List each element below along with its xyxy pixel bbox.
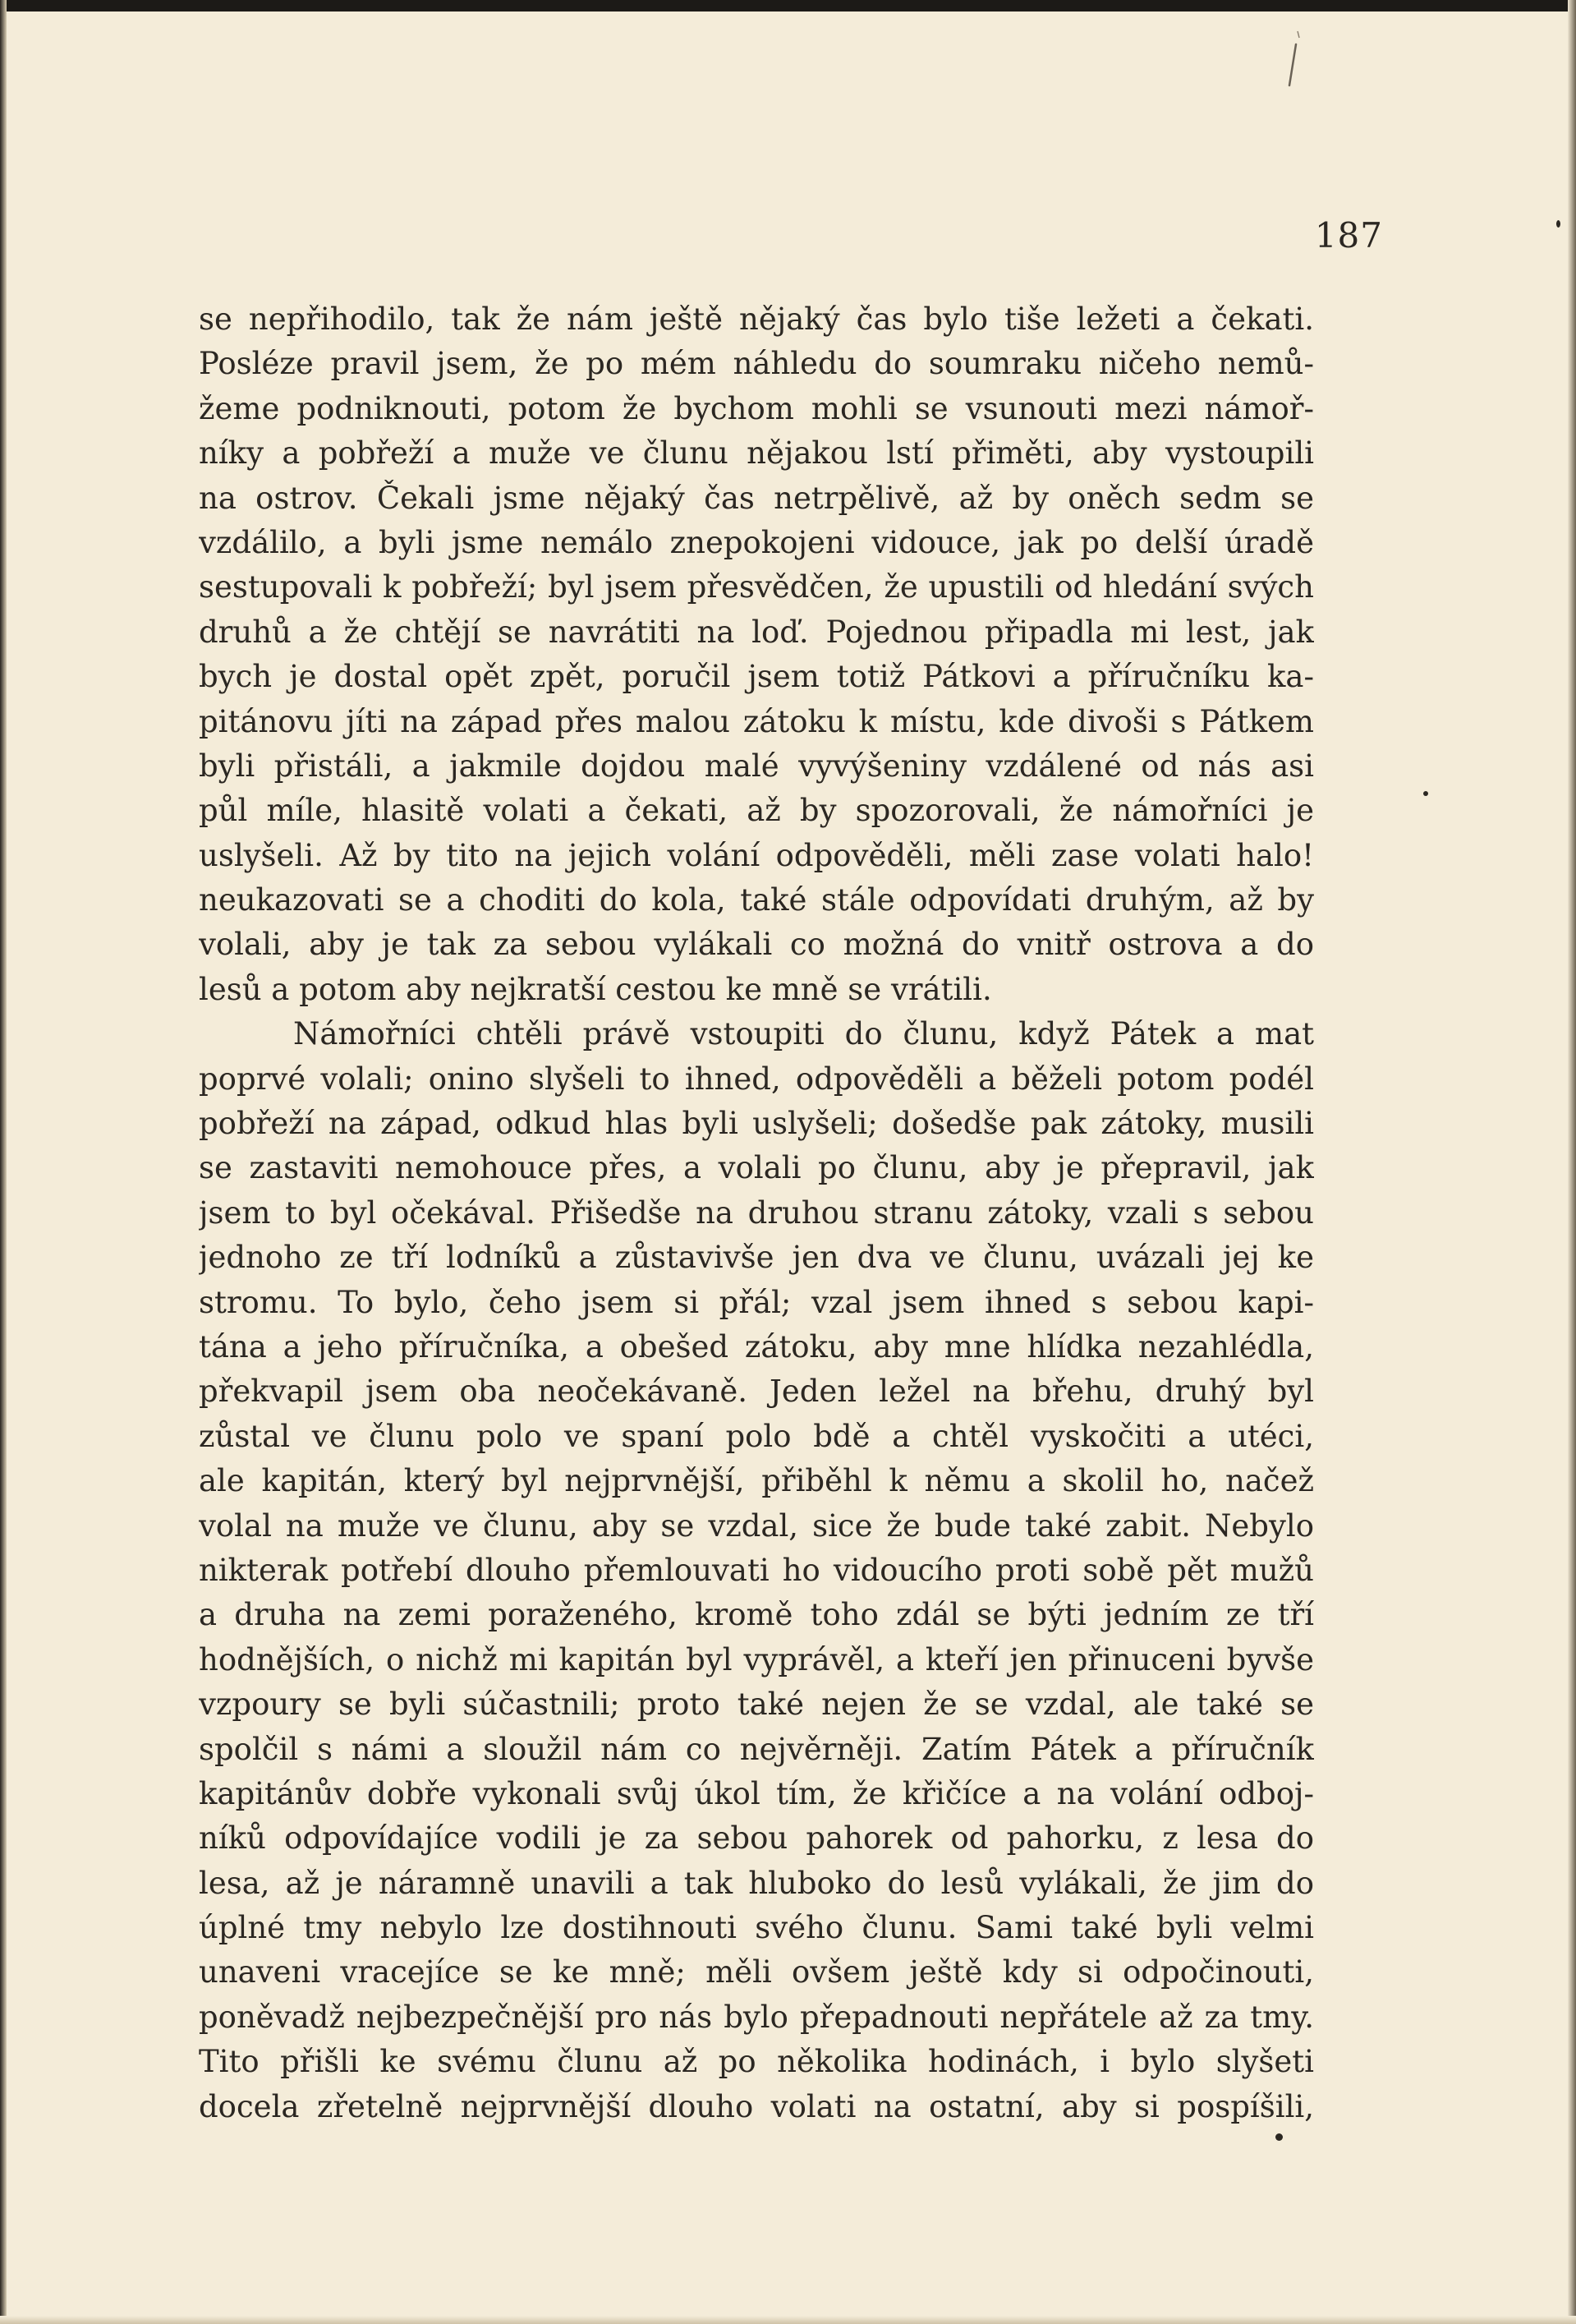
text-line: žeme podniknouti, potom že bychom mohli se vsunouti mezi námoř- <box>199 390 1314 426</box>
text-line: Posléze pravil jsem, že po mém náhledu do soumraku ničeho nemů- <box>199 346 1314 382</box>
text-line: unaveni vracejíce se ke mně; měli ovšem ještě kdy si odpočinouti, <box>199 1954 1314 1990</box>
ink-speck <box>1423 791 1428 796</box>
text-line: neukazovati se a choditi do kola, také stále odpovídati druhým, až by <box>199 882 1314 918</box>
text-line: byli přistáli, a jakmile dojdou malé vyvýšeniny vzdálené od nás asi <box>199 748 1314 784</box>
text-line: vzpoury se byli súčastnili; proto také nejen že se vzdal, ale také se <box>199 1687 1314 1723</box>
text-line: ale kapitán, který byl nejprvnější, přiběhl k němu a skolil ho, načež <box>199 1463 1314 1499</box>
text-line: docela zřetelně nejprvnější dlouho volati na ostatní, aby si pospíšili, <box>199 2088 1314 2124</box>
text-line: lesa, až je náramně unavili a tak hluboko do lesů vylákali, že jim do <box>199 1865 1314 1901</box>
text-line: půl míle, hlasitě volati a čekati, až by spozorovali, že námořníci je <box>199 793 1314 829</box>
scan-right-edge <box>1568 0 1576 2324</box>
text-line: Tito přišli ke svému člunu až po několika hodinách, i bylo slyšeti <box>199 2044 1314 2080</box>
pencil-mark-icon <box>1265 28 1314 102</box>
body-text <box>199 297 1314 2129</box>
paragraph-start-line: Námořníci chtěli právě vstoupiti do člunu, když Pátek a mat <box>293 1016 1314 1052</box>
ink-speck <box>1556 220 1560 228</box>
scan-bottom-edge <box>0 2316 1576 2324</box>
text-line: úplné tmy nebylo lze dostihnouti svého člunu. Sami také byli velmi <box>199 1910 1314 1946</box>
scan-top-edge <box>0 0 1576 12</box>
text-line: hodnějších, o nichž mi kapitán byl vyprávěl, a kteří jen přinuceni byvše <box>199 1641 1314 1677</box>
text-line: pitánovu jíti na západ přes malou zátoku k místu, kde divoši s Pátkem <box>199 703 1314 739</box>
text-line: zůstal ve člunu polo ve spaní polo bdě a chtěl vyskočiti a utéci, <box>199 1418 1314 1454</box>
text-line: níky a pobřeží a muže ve člunu nějakou lstí přiměti, aby vystoupili <box>199 435 1314 472</box>
text-line: na ostrov. Čekali jsme nějaký čas netrpělivě, až by oněch sedm se <box>199 480 1314 516</box>
text-line: volali, aby je tak za sebou vylákali co možná do vnitř ostrova a do <box>199 927 1314 963</box>
text-line: se zastaviti nemohouce přes, a volali po člunu, aby je přepravil, jak <box>199 1150 1314 1186</box>
text-line: nikterak potřebí dlouho přemlouvati ho vidoucího proti sobě pět mužů <box>199 1552 1314 1588</box>
text-line: poprvé volali; onino slyšeli to ihned, odpověděli a běželi potom podél <box>199 1061 1314 1097</box>
text-line: sestupovali k pobřeží; byl jsem přesvědčen, že upustili od hledání svých <box>199 569 1314 605</box>
text-line: stromu. To bylo, čeho jsem si přál; vzal jsem ihned s sebou kapi- <box>199 1284 1314 1320</box>
text-line: jednoho ze tří lodníků a zůstavivše jen dva ve člunu, uvázali jej ke <box>199 1240 1314 1276</box>
text-line: se nepřihodilo, tak že nám ještě nějaký čas bylo tiše ležeti a čekati. <box>199 301 1314 337</box>
page-number: 187 <box>1314 215 1383 255</box>
text-line: poněvadž nejbezpečnější pro nás bylo přepadnouti nepřátele až za tmy. <box>199 1999 1314 2035</box>
text-line: a druha na zemi poraženého, kromě toho zdál se býti jedním ze tří <box>199 1597 1314 1633</box>
text-line: bych je dostal opět zpět, poručil jsem totiž Pátkovi a příručníku ka- <box>199 659 1314 695</box>
text-line: překvapil jsem oba neočekávaně. Jeden ležel na břehu, druhý byl <box>199 1374 1314 1410</box>
text-line: uslyšeli. Až by tito na jejich volání odpověděli, měli zase volati halo! <box>199 837 1314 873</box>
text-line: níků odpovídajíce vodili je za sebou pahorek od pahorku, z lesa do <box>199 1820 1314 1857</box>
text-line: spolčil s námi a sloužil nám co nejvěrněji. Zatím Pátek a příručník <box>199 1731 1314 1767</box>
text-line: pobřeží na západ, odkud hlas byli uslyšeli; došedše pak zátoky, musili <box>199 1106 1314 1142</box>
text-line: druhů a že chtějí se navrátiti na loď. Pojednou připadla mi lest, jak <box>199 614 1314 650</box>
text-line: vzdálilo, a byli jsme nemálo znepokojeni vidouce, jak po delší úradě <box>199 524 1314 560</box>
text-line: tána a jeho příručníka, a obešed zátoku, aby mne hlídka nezahlédla, <box>199 1328 1314 1364</box>
text-line: kapitánův dobře vykonali svůj úkol tím, že křičíce a na volání odboj- <box>199 1775 1314 1811</box>
scan-left-edge <box>0 0 7 2324</box>
ink-speck <box>1275 2133 1283 2141</box>
text-line: volal na muže ve člunu, aby se vzdal, sice že bude také zabit. Nebylo <box>199 1507 1314 1544</box>
text-line: jsem to byl očekával. Přišedše na druhou stranu zátoky, vzali s sebou <box>199 1194 1314 1231</box>
paragraph-end-line: lesů a potom aby nejkratší cestou ke mně se vrátili. <box>199 971 992 1007</box>
